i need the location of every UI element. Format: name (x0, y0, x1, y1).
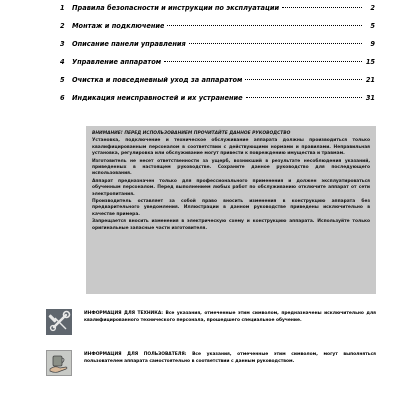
notice-heading: ВНИМАНИЕ! ПЕРЕД ИСПОЛЬЗОВАНИЕМ ПРОЧИТАЙТЕ ДАННОЕ РУКОВОДСТВО (92, 131, 291, 136)
toc-title: Очистка и повседневный уход за аппаратом (72, 76, 243, 84)
notice-paragraph: Изготовитель не несет ответственности за ущерб, возникший в результате несоблюдения указаний, приведенных в настоящем руководстве. Сохраните данное руководство для последующего использования. (92, 158, 370, 177)
table-of-contents (60, 4, 375, 112)
toc-entry[interactable] (60, 94, 375, 112)
toc-leader (167, 25, 362, 26)
toc-leader (245, 79, 362, 80)
notice-paragraph: Установка, подключение и техническое обслуживание аппарата должны производиться только квалифицированным персоналом в соответствии с действующими нормами и правилами. Неправильная установка, регулировка или обслуживание могут привести к повреждению имущества и травмам. (92, 138, 370, 157)
toc-leader (164, 61, 362, 62)
toc-title: Индикация неисправностей и их устранение (72, 94, 243, 102)
toc-page-number: 5 (370, 22, 375, 30)
notice-paragraph: Аппарат предназначен только для профессионального применения и должен эксплуатироваться обученным персоналом. Перед выполнением любых работ по обслуживанию отключите аппарат от сети электропитания. (92, 178, 370, 197)
toc-page-number: 15 (365, 58, 375, 66)
toc-number: 5 (60, 76, 65, 84)
toc-entry[interactable] (60, 58, 375, 76)
toc-number: 2 (60, 22, 65, 30)
toc-number: 1 (60, 4, 65, 12)
toc-number: 6 (60, 94, 65, 102)
toc-entry[interactable] (60, 40, 375, 58)
toc-page-number: 9 (370, 40, 375, 48)
toc-leader (282, 7, 362, 8)
toc-entry[interactable] (60, 4, 375, 22)
hand-cup-icon (46, 350, 72, 376)
toc-entry[interactable] (60, 76, 375, 94)
toc-title: Управление аппаратом (72, 58, 162, 66)
toc-leader (189, 43, 362, 44)
service-note-text: ИНФОРМАЦИЯ ДЛЯ ТЕХНИКА: Все указания, отмеченные этим символом, предназначены исключительно для квалифицированного технического персонала, прошедшего специальное обучение. (84, 311, 376, 323)
wrench-screwdriver-icon (46, 309, 72, 335)
toc-page-number: 21 (365, 76, 375, 84)
toc-title: Правила безопасности и инструкции по эксплуатации (72, 4, 280, 12)
notice-paragraph: Производитель оставляет за собой право вносить изменения в конструкцию аппарата без предварительного уведомления. Иллюстрации в данном руководстве приведены исключительно в качестве примера. (92, 199, 370, 217)
toc-number: 3 (60, 40, 65, 48)
toc-title: Описание панели управления (72, 40, 186, 48)
toc-entry[interactable] (60, 22, 375, 40)
toc-leader (246, 97, 362, 98)
warning-notice-box (86, 126, 376, 294)
user-note-text: ИНФОРМАЦИЯ ДЛЯ ПОЛЬЗОВАТЕЛЯ: Все указания, отмеченные этим символом, могут выполняться пользователем аппарата самостоятельно в соответствии с данным руководством. (84, 352, 376, 364)
notice-paragraph: Запрещается вносить изменения в электрическую схему и конструкцию аппарата. Используйте только оригинальные запасные части изготовителя. (92, 219, 370, 231)
toc-number: 4 (60, 58, 65, 66)
service-info-row (46, 309, 376, 335)
toc-page-number: 31 (365, 94, 375, 102)
toc-title: Монтаж и подключение (72, 22, 165, 30)
user-info-row (46, 350, 376, 376)
toc-page-number: 2 (370, 4, 375, 12)
